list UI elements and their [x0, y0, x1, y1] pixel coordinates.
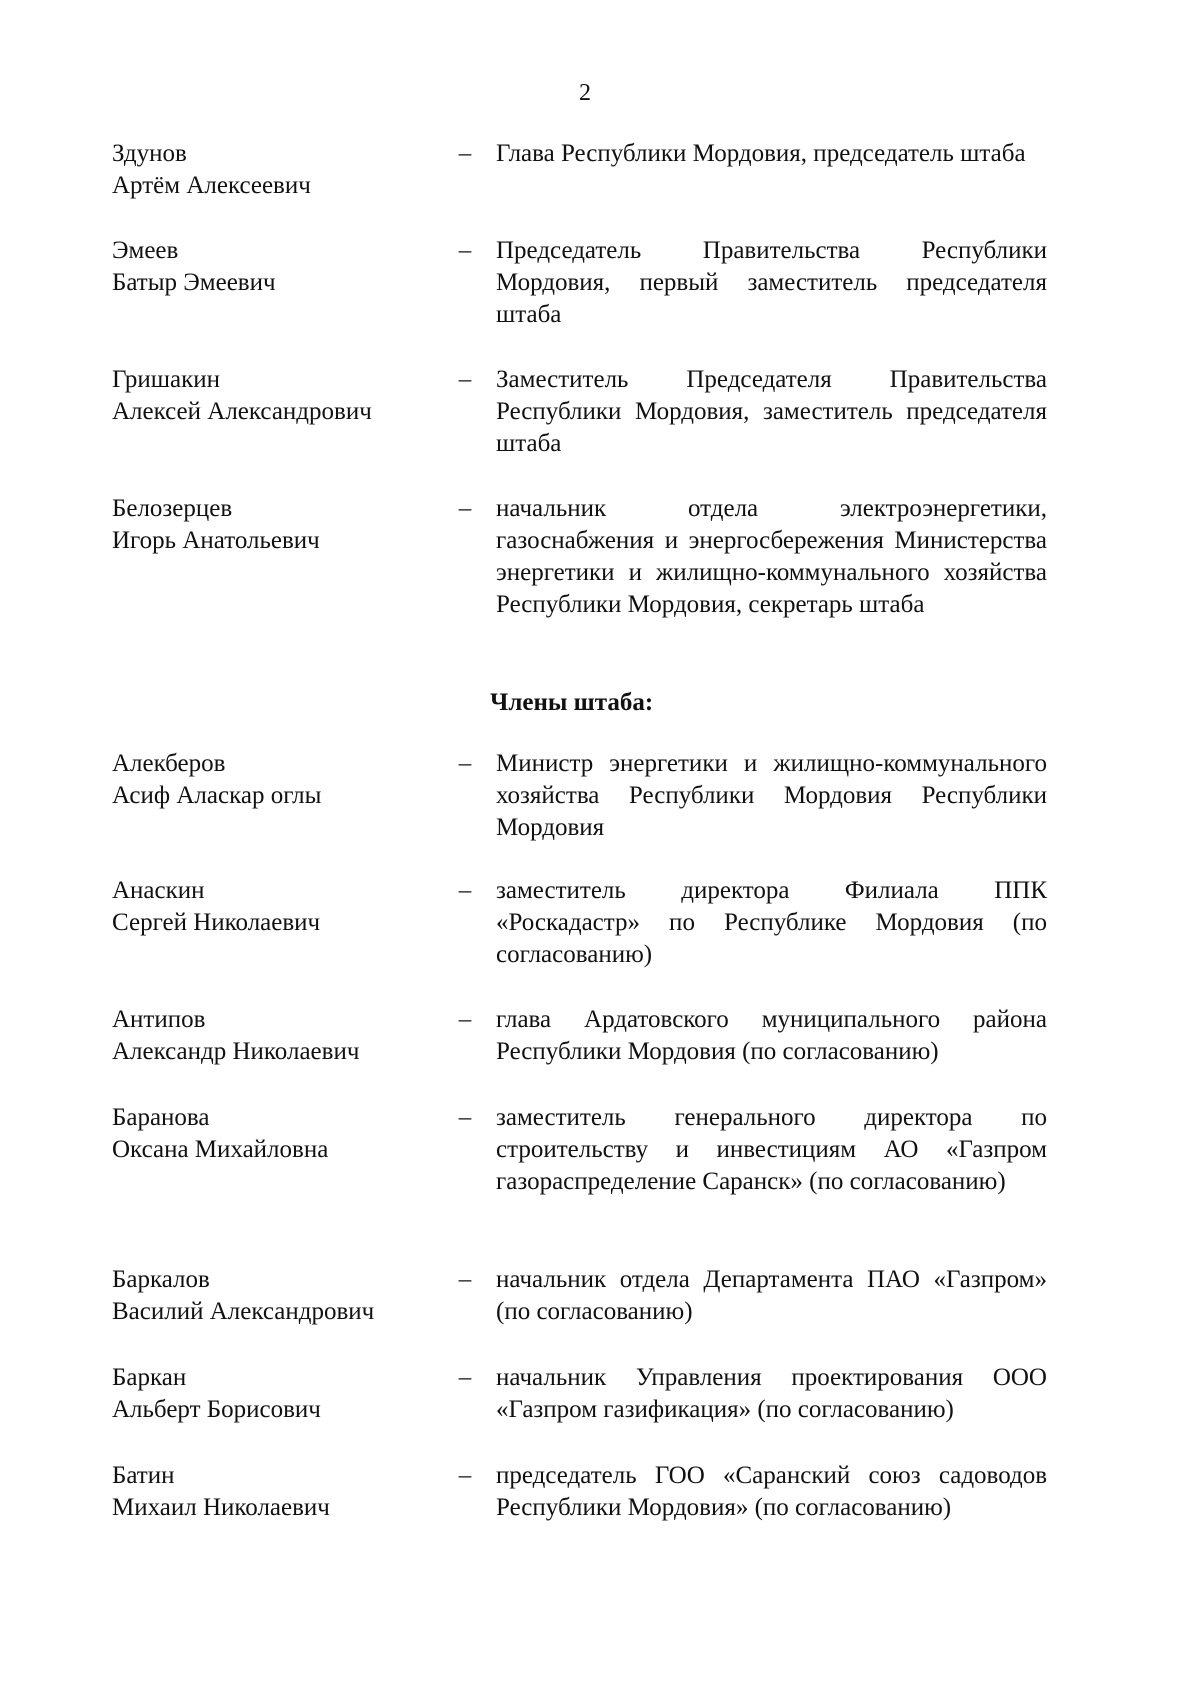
dash-separator: – — [458, 140, 472, 167]
members-section-title: Члены штаба: — [490, 689, 654, 716]
dash-separator: – — [458, 1104, 472, 1131]
person-role: начальник отдела Департамента ПАО «Газпром» (по согласованию) — [496, 1266, 1047, 1325]
person-role: Глава Республики Мордовия, председатель штаба — [496, 140, 1026, 167]
person-surname: Баркалов — [112, 1266, 210, 1293]
person-surname: Здунов — [112, 140, 187, 167]
person-given-name: Артём Алексеевич — [112, 172, 311, 199]
person-role: Заместитель Председателя Правительства Республики Мордовия, заместитель председателя штаба — [496, 366, 1047, 457]
person-name — [112, 364, 442, 428]
person-given-name: Алексей Александрович — [112, 398, 372, 425]
person-role: начальник Управления проектирования ООО «Газпром газификация» (по согласованию) — [496, 1364, 1047, 1423]
person-given-name: Сергей Николаевич — [112, 909, 321, 936]
person-given-name: Оксана Михайловна — [112, 1136, 329, 1163]
person-name — [112, 1102, 442, 1166]
dash-separator: – — [458, 366, 472, 393]
person-surname: Антипов — [112, 1006, 206, 1033]
page-number: 2 — [579, 80, 591, 106]
person-role: Председатель Правительства Республики Мордовия, первый заместитель председателя штаба — [496, 237, 1047, 328]
person-role: заместитель генерального директора по строительству и инвестициям АО «Газпром газораспределение Саранск» (по согласованию) — [496, 1104, 1047, 1195]
person-surname: Батин — [112, 1462, 175, 1489]
person-given-name: Василий Александрович — [112, 1298, 375, 1325]
person-name — [112, 1460, 442, 1524]
dash-separator: – — [458, 495, 472, 522]
dash-separator: – — [458, 237, 472, 264]
person-role: Министр энергетики и жилищно-коммунального хозяйства Республики Мордовия Республики Мордовия — [496, 750, 1047, 841]
dash-separator: – — [458, 1266, 472, 1293]
person-name — [112, 138, 442, 202]
person-name — [112, 875, 442, 939]
person-name — [112, 1004, 442, 1068]
person-name — [112, 1362, 442, 1426]
person-given-name: Александр Николаевич — [112, 1038, 360, 1065]
person-given-name: Игорь Анатольевич — [112, 527, 320, 554]
person-surname: Белозерцев — [112, 495, 233, 522]
person-surname: Баркан — [112, 1364, 187, 1391]
person-name — [112, 1264, 442, 1328]
person-role: глава Ардатовского муниципального района Республики Мордовия (по согласованию) — [496, 1006, 1047, 1065]
dash-separator: – — [458, 877, 472, 904]
person-role: заместитель директора Филиала ППК «Роскадастр» по Республике Мордовия (по согласованию) — [496, 877, 1047, 968]
dash-separator: – — [458, 750, 472, 777]
person-given-name: Батыр Эмеевич — [112, 269, 276, 296]
person-name — [112, 493, 442, 557]
person-role: начальник отдела электроэнергетики, газоснабжения и энергосбережения Министерства энергетики и жилищно-коммунального хозяйства Республики Мордовия, секретарь штаба — [496, 495, 1047, 618]
person-surname: Баранова — [112, 1104, 210, 1131]
person-surname: Гришакин — [112, 366, 221, 393]
dash-separator: – — [458, 1462, 472, 1489]
person-role: председатель ГОО «Саранский союз садоводов Республики Мордовия» (по согласованию) — [496, 1462, 1047, 1521]
person-given-name: Михаил Николаевич — [112, 1494, 330, 1521]
person-given-name: Асиф Аласкар оглы — [112, 782, 322, 809]
person-name — [112, 748, 442, 812]
dash-separator: – — [458, 1006, 472, 1033]
person-surname: Анаскин — [112, 877, 205, 904]
person-surname: Эмеев — [112, 237, 179, 264]
person-surname: Алекберов — [112, 750, 226, 777]
person-given-name: Альберт Борисович — [112, 1396, 321, 1423]
person-name — [112, 235, 442, 299]
dash-separator: – — [458, 1364, 472, 1391]
